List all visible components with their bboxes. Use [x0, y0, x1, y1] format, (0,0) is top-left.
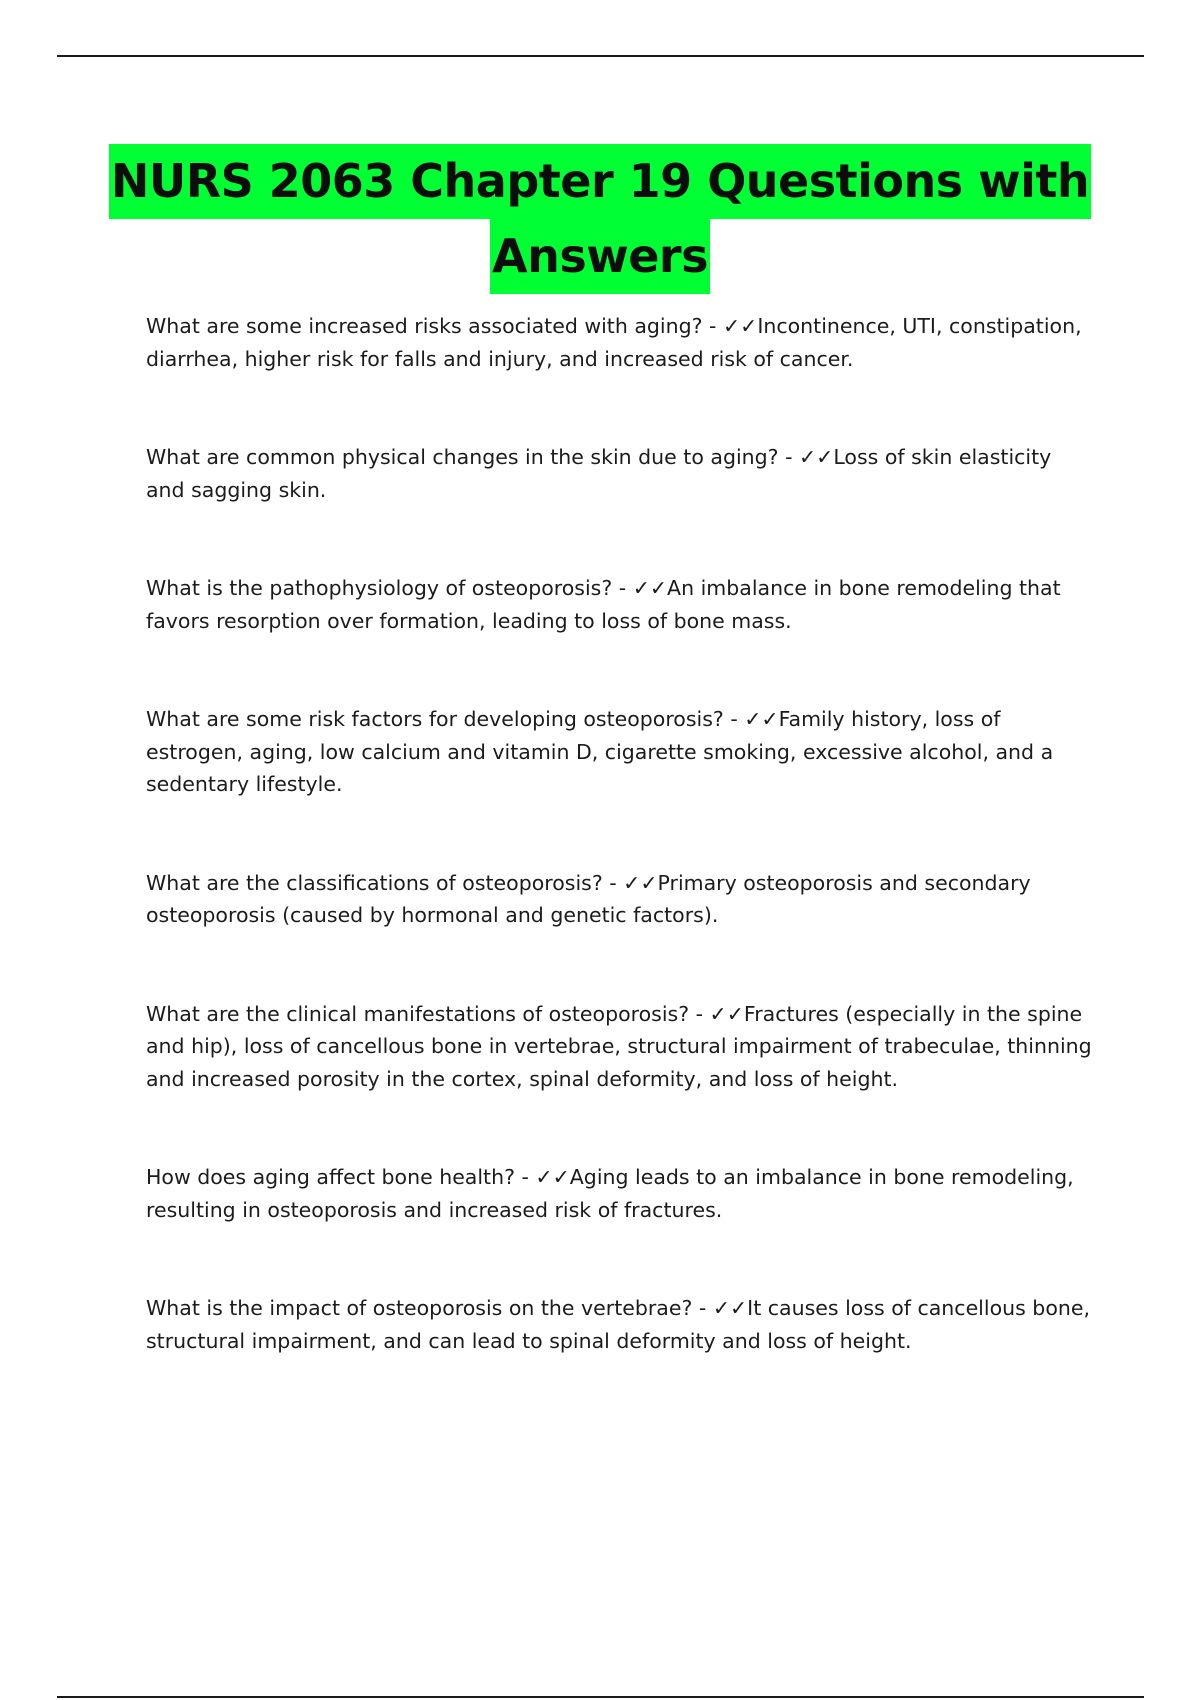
- answer-text: Aging leads to an imbalance in bone remodeling, resulting in osteoporosis and increased risk of fractures.: [146, 1165, 1074, 1222]
- qa-item: [146, 867, 1096, 932]
- question-text: What are common physical changes in the skin due to aging?: [146, 445, 779, 469]
- answer-text: Incontinence, UTI, constipation, diarrhea, higher risk for falls and injury, and increased risk of cancer.: [146, 314, 1082, 371]
- qa-list: [146, 310, 1096, 1357]
- double-check-icon: ✓✓: [744, 707, 779, 731]
- top-divider: [57, 55, 1144, 57]
- question-text: What are the classifications of osteoporosis?: [146, 870, 603, 895]
- qa-separator: -: [514, 1165, 536, 1189]
- double-check-icon: ✓✓: [712, 1296, 748, 1320]
- qa-separator: -: [692, 1296, 713, 1320]
- qa-separator: -: [602, 870, 624, 895]
- answer-text: It causes loss of cancellous bone, structural impairment, and can lead to spinal deformity and loss of height.: [146, 1296, 1090, 1353]
- qa-separator: -: [689, 1001, 710, 1026]
- question-text: What is the pathophysiology of osteoporosis?: [146, 576, 613, 600]
- question-text: What are the clinical manifestations of osteoporosis?: [146, 1001, 690, 1026]
- answer-text: An imbalance in bone remodeling that favors resorption over formation, leading to loss of bone mass.: [146, 576, 1061, 633]
- question-text: What are some increased risks associated with aging?: [146, 314, 703, 338]
- double-check-icon: ✓✓: [799, 445, 834, 469]
- qa-item: [146, 441, 1096, 506]
- question-text: How does aging affect bone health?: [146, 1165, 515, 1189]
- answer-text: Fractures (especially in the spine and hip), loss of cancellous bone in vertebrae, structural impairment of trabeculae, thinning and increased porosity in the cortex, spinal deformity, and loss of height.: [146, 1001, 1092, 1091]
- answer-text: Primary osteoporosis and secondary osteoporosis (caused by hormonal and genetic factors).: [146, 870, 1031, 927]
- double-check-icon: ✓✓: [632, 576, 668, 600]
- qa-item: [146, 1292, 1096, 1357]
- answer-text: Loss of skin elasticity and sagging skin.: [146, 445, 1052, 502]
- double-check-icon: ✓✓: [709, 1001, 744, 1026]
- qa-separator: -: [612, 576, 633, 600]
- qa-separator: -: [778, 445, 799, 469]
- title-line-2: Answers: [490, 219, 710, 294]
- double-check-icon: ✓✓: [535, 1165, 570, 1189]
- answer-text: Family history, loss of estrogen, aging, low calcium and vitamin D, cigarette smoking, excessive alcohol, and a sedentary lifestyle.: [146, 707, 1054, 796]
- title-line-1: NURS 2063 Chapter 19 Questions with: [109, 144, 1091, 219]
- qa-item: [146, 572, 1096, 637]
- qa-item: [146, 310, 1096, 375]
- double-check-icon: ✓✓: [623, 870, 658, 895]
- double-check-icon: ✓✓: [722, 314, 758, 338]
- qa-item: [146, 1161, 1096, 1226]
- question-text: What are some risk factors for developing osteoporosis?: [146, 707, 724, 731]
- page-title: [60, 144, 1140, 294]
- question-text: What is the impact of osteoporosis on the vertebrae?: [146, 1296, 693, 1320]
- bottom-divider: [57, 1696, 1144, 1698]
- qa-separator: -: [723, 707, 745, 731]
- qa-item: [146, 703, 1096, 801]
- qa-separator: -: [702, 314, 723, 338]
- qa-item: [146, 998, 1096, 1096]
